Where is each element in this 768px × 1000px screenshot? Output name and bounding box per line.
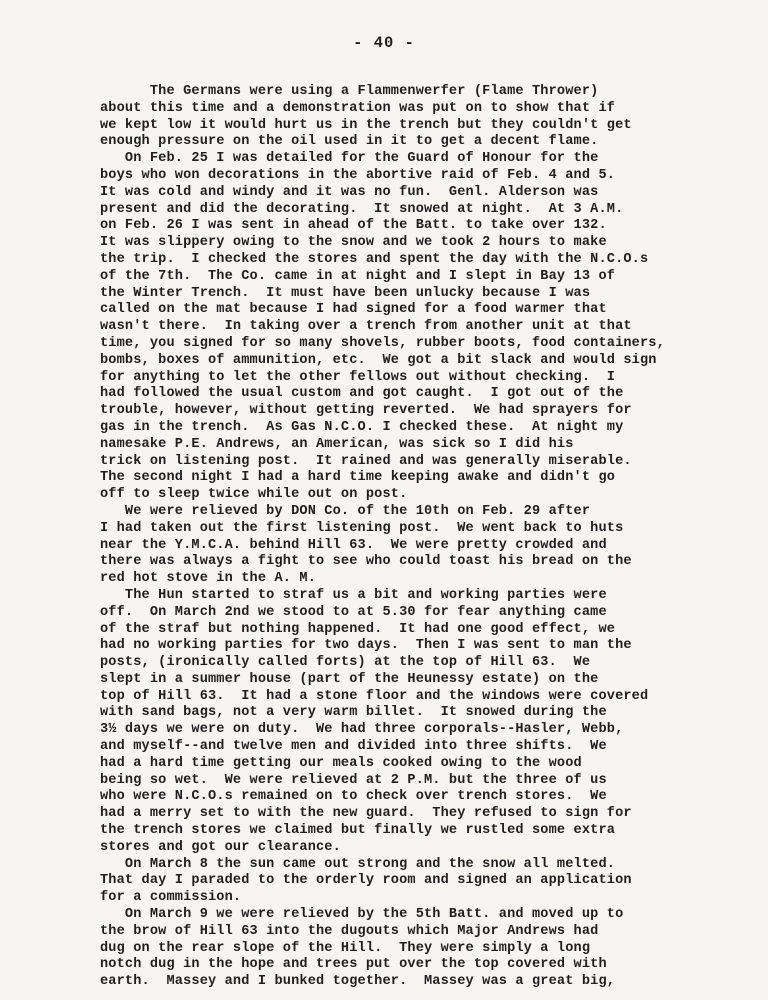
text-line: with sand bags, not a very warm billet. It snowed during the bbox=[100, 705, 607, 721]
text-line: The Hun started to straf us a bit and working parties were bbox=[100, 587, 607, 603]
text-line: The Germans were using a Flammenwerfer (Flame Thrower) bbox=[100, 84, 599, 99]
text-line: near the Y.M.C.A. behind Hill 63. We were pretty crowded and bbox=[100, 537, 607, 553]
text-line: present and did the decorating. It snowed at night. At 3 A.M. bbox=[100, 201, 624, 217]
body-text bbox=[100, 84, 768, 991]
text-line: off to sleep twice while out on post. bbox=[100, 487, 408, 503]
text-line: On Feb. 25 I was detailed for the Guard of Honour for the bbox=[100, 151, 599, 167]
text-line: the trench stores we claimed but finally we rustled some extra bbox=[100, 823, 616, 839]
text-line: top of Hill 63. It had a stone floor and the windows were covered bbox=[100, 688, 649, 704]
text-line: trick on listening post. It rained and was generally miserable. bbox=[100, 453, 632, 469]
text-line: trouble, however, without getting reverted. We had sprayers for bbox=[100, 403, 632, 419]
text-line: It was slippery owing to the snow and we took 2 hours to make bbox=[100, 235, 607, 251]
text-line: namesake P.E. Andrews, an American, was sick so I did his bbox=[100, 436, 574, 452]
text-line: wasn't there. In taking over a trench from another unit at that bbox=[100, 319, 632, 335]
text-line: for a commission. bbox=[100, 890, 242, 906]
page-number: - 40 - bbox=[353, 34, 415, 52]
text-line: stores and got our clearance. bbox=[100, 839, 341, 855]
text-line: there was always a fight to see who could toast his bread on the bbox=[100, 554, 632, 570]
text-line: for anything to let the other fellows out without checking. I bbox=[100, 369, 616, 385]
text-line: of the straf but nothing happened. It had one good effect, we bbox=[100, 621, 616, 637]
text-line: had followed the usual custom and got caught. I got out of the bbox=[100, 386, 624, 402]
text-line: The second night I had a hard time keeping awake and didn't go bbox=[100, 470, 616, 486]
text-line: red hot stove in the A. M. bbox=[100, 571, 316, 587]
text-line: We were relieved by DON Co. of the 10th on Feb. 29 after bbox=[100, 503, 591, 519]
text-line: I had taken out the first listening post. We went back to huts bbox=[100, 520, 624, 536]
text-line: off. On March 2nd we stood to at 5.30 for fear anything came bbox=[100, 604, 607, 620]
text-line: being so wet. We were relieved at 2 P.M. but the three of us bbox=[100, 772, 607, 788]
text-line: bombs, boxes of ammunition, etc. We got a bit slack and would sign bbox=[100, 352, 657, 368]
text-line: On March 8 the sun came out strong and the snow all melted. bbox=[100, 856, 616, 872]
text-line: time, you signed for so many shovels, rubber boots, food containers, bbox=[100, 335, 665, 351]
text-line: earth. Massey and I bunked together. Massey was a great big, bbox=[100, 974, 616, 990]
text-line: called on the mat because I had signed for a food warmer that bbox=[100, 302, 607, 318]
text-line: It was cold and windy and it was no fun. Genl. Alderson was bbox=[100, 184, 599, 200]
text-line: had no working parties for two days. Then I was sent to man the bbox=[100, 638, 632, 654]
text-line: enough pressure on the oil used in it to get a decent flame. bbox=[100, 134, 599, 150]
text-line: That day I paraded to the orderly room and signed an application bbox=[100, 873, 632, 889]
text-line: of the 7th. The Co. came in at night and I slept in Bay 13 of bbox=[100, 268, 616, 284]
text-line: slept in a summer house (part of the Heunessy estate) on the bbox=[100, 671, 599, 687]
text-line: posts, (ironically called forts) at the top of Hill 63. We bbox=[100, 655, 591, 671]
text-line: and myself--and twelve men and divided into three shifts. We bbox=[100, 739, 607, 755]
text-line: boys who won decorations in the abortive raid of Feb. 4 and 5. bbox=[100, 167, 616, 183]
text-line: we kept low it would hurt us in the trench but they couldn't get bbox=[100, 117, 632, 133]
text-line: about this time and a demonstration was put on to show that if bbox=[100, 100, 616, 116]
text-line: had a hard time getting our meals cooked owing to the wood bbox=[100, 755, 582, 771]
text-line: gas in the trench. As Gas N.C.O. I checked these. At night my bbox=[100, 419, 624, 435]
text-line: who were N.C.O.s remained on to check over trench stores. We bbox=[100, 789, 607, 805]
text-line: On March 9 we were relieved by the 5th Batt. and moved up to bbox=[100, 907, 624, 923]
text-line: 3½ days we were on duty. We had three corporals--Hasler, Webb, bbox=[100, 722, 624, 738]
text-line: notch dug in the hope and trees put over the top covered with bbox=[100, 957, 607, 973]
text-line: dug on the rear slope of the Hill. They were simply a long bbox=[100, 940, 591, 956]
text-line: the Winter Trench. It must have been unlucky because I was bbox=[100, 285, 591, 301]
text-line: the trip. I checked the stores and spent the day with the N.C.O.s bbox=[100, 251, 649, 267]
text-line: the brow of Hill 63 into the dugouts which Major Andrews had bbox=[100, 923, 599, 939]
text-line: had a merry set to with the new guard. They refused to sign for bbox=[100, 806, 632, 822]
text-line: on Feb. 26 I was sent in ahead of the Batt. to take over 132. bbox=[100, 218, 607, 234]
